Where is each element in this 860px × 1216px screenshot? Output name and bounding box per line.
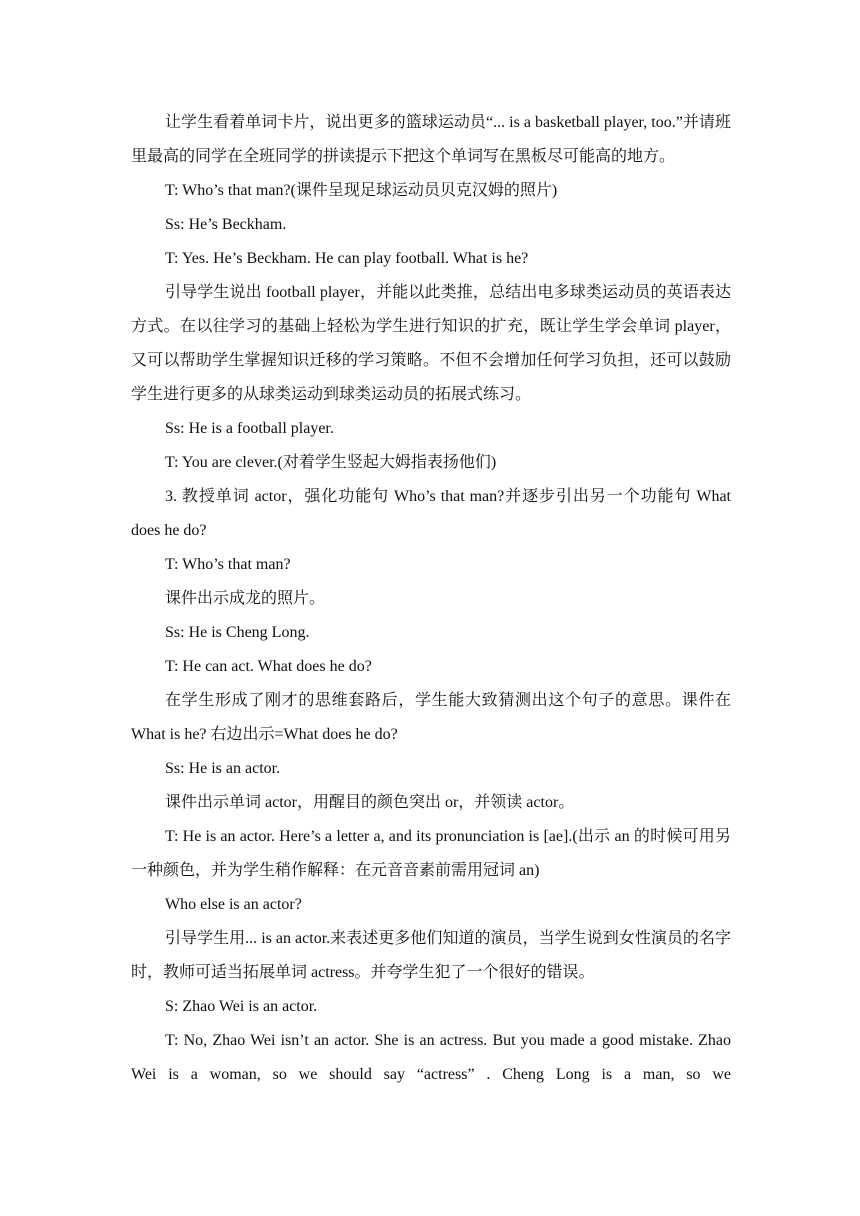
paragraph: T: Yes. He’s Beckham. He can play football. What is he?: [165, 250, 529, 267]
paragraph: T: He can act. What does he do?: [165, 658, 372, 675]
paragraph: Ss: He is an actor.: [165, 760, 281, 777]
paragraph: 课件出示单词 actor，用醒目的颜色突出 or，并领读 actor。: [165, 794, 575, 811]
paragraph: T: Who’s that man?(课件呈现足球运动员贝克汉姆的照片): [165, 182, 558, 199]
paragraph: S: Zhao Wei is an actor.: [165, 998, 318, 1015]
paragraph: 引导学生用... is an actor.来表述更多他们知道的演员，当学生说到女性演员的名字时，教师可适当拓展单词 actress。并夸学生犯了一个很好的错误。: [131, 930, 731, 981]
paragraph: 让学生看着单词卡片，说出更多的篮球运动员“... is a basketball player, too.”并请班里最高的同学在全班同学的拼读提示下把这个单词写在黑板尽可能高的地方。: [131, 114, 731, 165]
paragraph: Who else is an actor?: [165, 896, 302, 913]
paragraph: T: You are clever.(对着学生竖起大姆指表扬他们): [165, 454, 497, 471]
paragraph: T: No, Zhao Wei isn’t an actor. She is an actress. But you made a good mistake. Zhao Wei is a woman, so we should say “actress” . Cheng Long is a man, so we: [131, 1032, 731, 1083]
paragraph: Ss: He is Cheng Long.: [165, 624, 310, 641]
document-page: [131, 106, 731, 1092]
paragraph: 在学生形成了刚才的思维套路后，学生能大致猜测出这个句子的意思。课件在 What is he? 右边出示=What does he do?: [131, 692, 731, 743]
paragraph: Ss: He’s Beckham.: [165, 216, 287, 233]
paragraph: 课件出示成龙的照片。: [165, 590, 326, 607]
paragraph: Ss: He is a football player.: [165, 420, 334, 437]
paragraph: T: Who’s that man?: [165, 556, 291, 573]
paragraph: T: He is an actor. Here’s a letter a, and its pronunciation is [ae].(出示 an 的时候可用另一种颜色，并为学生稍作解释：在元音音素前需用冠词 an): [131, 828, 731, 879]
paragraph: 3. 教授单词 actor，强化功能句 Who’s that man?并逐步引出另一个功能句 What does he do?: [131, 488, 731, 539]
paragraph: 引导学生说出 football player，并能以此类推，总结出电多球类运动员的英语表达方式。在以往学习的基础上轻松为学生进行知识的扩充，既让学生学会单词 player，又可以帮助学生掌握知识迁移的学习策略。不但不会增加任何学习负担，还可以鼓励学生进行更多的从球类运动到球类运动员的拓展式练习。: [131, 284, 731, 403]
